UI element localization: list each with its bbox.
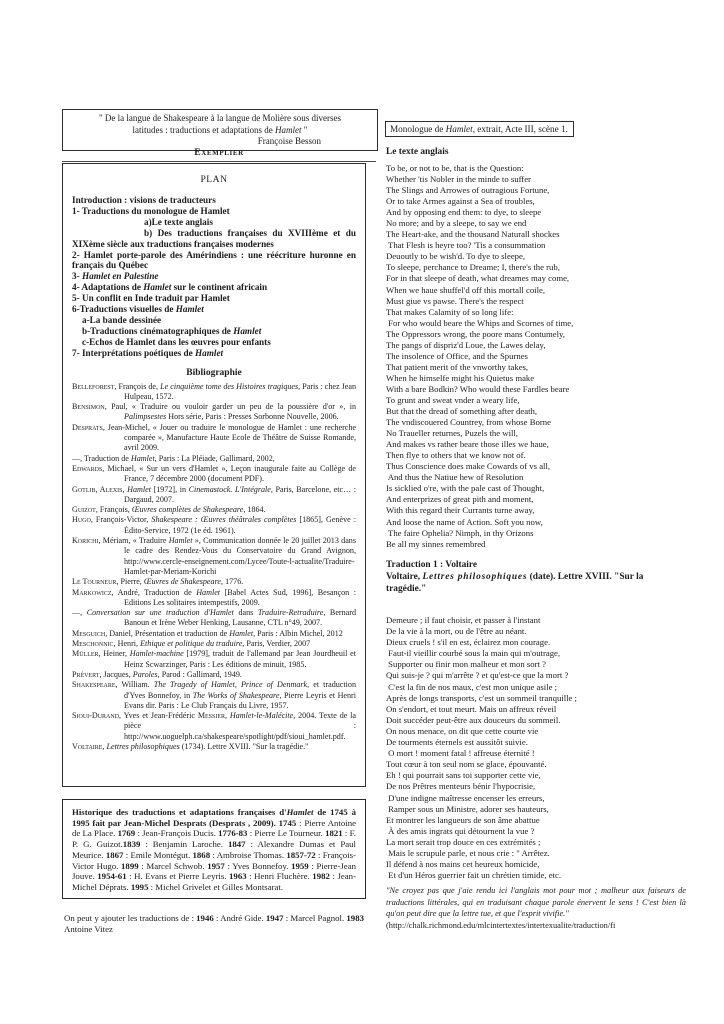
soliloquy-line: To be, or not to be, that is the Question: <box>386 163 524 173</box>
text-segment: 1847 <box>227 839 246 850</box>
text-segment: Korichi <box>72 536 99 546</box>
text-segment: Hamlet <box>168 536 193 546</box>
bibliography-entry <box>72 464 356 485</box>
text-segment: , Parod : Gallimard, 1949. <box>157 669 242 679</box>
translation-line: Après de longs transports, c'est un sommeil tranquille ; <box>386 692 577 703</box>
soliloquy-line: No more; and by a sleepe, to say we end <box>386 218 527 229</box>
text-segment: Le Tourneur <box>72 577 117 587</box>
text-segment: Hors série, Paris : Presses Sorbonne Nouvelle, 2006. <box>166 412 339 422</box>
text-segment: , Jean-Michel, « Jouer ou traduire le monologue de Hamlet : une recherche comparée », Manufacture Haute Ecole de Théâtre de Suisse Romande, avril 2009. <box>102 422 356 453</box>
text-segment: Edwards <box>72 463 103 473</box>
translation-line: Tout cœur à ton seul nom se glace, épouvanté. <box>386 759 547 770</box>
soliloquy-line: With a bare Bodkin? Who would these Fardles beare <box>386 383 570 394</box>
soliloquy-line: And thus the Natiue hew of Resolution <box>386 472 524 483</box>
text-segment: : Michel Grivelet et Gilles Montsarat. <box>148 881 284 892</box>
soliloquy-line: Or to take Armes against a Sea of troubles, <box>386 196 535 207</box>
quote-line-2 <box>69 125 371 137</box>
title-quote-box <box>62 109 378 151</box>
text-segment: Paroles <box>132 669 158 679</box>
text-segment: Hamlet <box>445 124 473 134</box>
text-segment: 1776-83 <box>218 828 248 839</box>
text-segment: 6-Traductions visuelles de <box>72 304 176 315</box>
text-segment: 1983 <box>346 913 364 923</box>
bibliography-entry <box>72 485 356 506</box>
text-segment: Voltaire <box>72 741 103 751</box>
translation-line: Eh ! qui pourrait sans toi supporter cette vie, <box>386 770 541 781</box>
text-segment: 1857-72 <box>286 849 316 860</box>
bibliography-entry <box>72 711 356 742</box>
text-segment: », Communication donnée le 20 juillet 2013 dans le cadre des Rendez-Vous du Conservatoire du Grand Avignon, http://www.cercle-enseignement.com/Lycee/Toute-l-actualite/Traduire-Hamlet-par-Meriam-Korichi <box>124 536 356 576</box>
soliloquy-line: That Flesh is heyre too? 'Tis a consummation <box>386 240 546 251</box>
soliloquy-line: Must giue vs pawse. There's the respect <box>386 295 524 306</box>
text-segment: , Paris : chez Jean Hulpeau, 1572. <box>124 381 356 401</box>
text-segment: —, Traduction de <box>72 453 131 463</box>
text-segment: , <box>122 484 128 494</box>
translation-line: Doit succéder peut-être aux douceurs du sommeil. <box>386 714 561 725</box>
translation-line: Ramper sous un Ministre, adorer ses hauteurs, <box>386 803 549 814</box>
text-segment: , François, <box>95 505 132 515</box>
text-segment: 1959 <box>291 860 309 871</box>
text-segment: : Henri Fluchère. <box>246 871 313 882</box>
text-segment: On peut y ajouter les traductions de : <box>64 913 197 923</box>
soliloquy-line: The faire Ophelia? Nimph, in thy Orizons <box>386 527 534 538</box>
voltaire-footnote <box>386 885 686 931</box>
text-segment: Hamlet <box>195 347 224 358</box>
text-segment: Desprats <box>72 422 103 432</box>
text-segment: , Yves et Jean-Frédéric <box>119 711 198 721</box>
text-segment: Hamlet-machine <box>129 649 184 659</box>
bibliography-entry <box>72 608 356 629</box>
bibliography-entry <box>72 454 356 464</box>
text-segment: , André, Traduction de <box>111 587 197 597</box>
text-segment: Lettres philosophiques <box>422 572 528 583</box>
soliloquy-line: When we haue shuffel'd off this mortall coile, <box>386 284 546 295</box>
text-segment: Introduction : visions de traducteurs <box>72 195 216 205</box>
text-segment: The Tragedy of Hamlet, Prince of Denmark <box>153 680 308 690</box>
footnote-url: (http://chalk.richmond.edu/mlcintertextes/intertexualite/traduction/fi <box>386 920 616 930</box>
translation-line: D'une indigne maîtresse encenser les erreurs, <box>386 792 545 803</box>
text-segment: Hamlet <box>127 484 151 494</box>
translation-line: Et d'un Héros guerrier fait un chrétien timide, etc. <box>386 870 562 881</box>
text-segment: : Jean-Michel Déprats. <box>72 871 357 892</box>
soliloquy-line: And by opposing end them: to dye, to sleepe <box>386 207 542 218</box>
plan-item <box>72 206 356 217</box>
soliloquy-line: The Slings and Arrowes of outragious Fortune, <box>386 185 550 196</box>
plan-item <box>72 315 356 326</box>
text-segment: : Ambroise Thomas. <box>210 849 287 860</box>
text-segment: 1745 <box>278 817 297 828</box>
translation-1-title: Traduction 1 : Voltaire <box>386 560 478 570</box>
text-segment: 1868 <box>192 849 211 860</box>
translation-line: On nous menace, on dit que cette courte vie <box>386 725 539 736</box>
translation-line: De la vie à la mort, ou de l'être au néant. <box>386 626 527 637</box>
text-segment: [Babel Actes Sud, 1996], Besançon : Editions Les solitaires intempestifs, 2009. <box>124 587 357 607</box>
text-segment: : Pierre-Jean Jouve. <box>72 860 357 882</box>
text-segment: Hugo <box>72 515 91 525</box>
soliloquy-line: That makes Calamity of so long life: <box>386 306 514 317</box>
plan-item <box>72 217 356 228</box>
bibliography-entry <box>72 639 356 649</box>
translation-1-heading <box>386 559 664 596</box>
text-segment: , Paris : La Pléiade, Gallimard, 2002, <box>154 453 275 463</box>
text-segment: 1982 <box>312 871 330 882</box>
translation-line: Dieux cruels ! s'il en est, éclairez mon courage. <box>386 637 551 648</box>
text-segment: Hamlet <box>130 453 155 463</box>
text-segment: a-La bande dessinée <box>82 314 162 325</box>
text-segment: Messier <box>197 711 226 721</box>
text-segment: Œuvres complètes de Shakespeare <box>131 505 244 515</box>
soliloquy-line: The Heart-ake, and the thousand Naturall shockes <box>386 229 560 240</box>
text-segment: Markowicz <box>72 587 112 597</box>
soliloquy-line: But that the dread of something after death, <box>386 406 538 417</box>
text-segment: 1963 <box>229 871 247 882</box>
text-segment: de 1745 à 1995 fait par Jean-Michel Desprats (Desprats , 2009). <box>72 807 356 828</box>
text-segment: : François-Victor Hugo. <box>72 849 356 871</box>
text-segment: , Mériam, « Traduire <box>98 536 169 546</box>
french-translation-poem <box>386 615 577 881</box>
text-segment: 4- Adaptations de <box>72 282 144 293</box>
bibliography-entry <box>72 680 356 711</box>
text-segment: , Daniel, Présentation et traduction de <box>105 628 230 638</box>
plan-item <box>72 228 356 250</box>
text-segment: , Paris, Barcelone, etc… : Dargaud, 2007. <box>124 484 357 504</box>
soliloquy-line: Is sicklied o're, with the pale cast of Thought, <box>386 483 545 494</box>
text-segment: Voltaire, <box>386 572 423 583</box>
text-segment: , extrait, Acte III, scène 1. <box>472 124 568 134</box>
text-segment: : Emile Montégut. <box>123 849 193 860</box>
text-segment: Müller <box>72 649 99 659</box>
plan-items <box>72 195 356 359</box>
text-segment: (1734). Lettre XVIII. "Sur la tragédie." <box>179 741 309 751</box>
text-segment: " <box>301 124 308 135</box>
text-segment: Prévert <box>72 669 100 679</box>
soliloquy-line: The vndiscouered Countrey, from whose Borne <box>386 417 551 428</box>
plan-item <box>72 337 356 348</box>
soliloquy-line: The insolence of Office, and the Spurnes <box>386 350 528 361</box>
text-segment: Belleforest <box>72 381 115 391</box>
text-segment: Gotlib, Alexis <box>72 484 123 494</box>
text-segment: 1946 <box>196 913 214 923</box>
text-segment: Palimpsestes <box>124 412 167 422</box>
text-segment: Hamlet <box>196 587 221 597</box>
soliloquy-line: Thus Conscience does make Cowards of vs all, <box>386 461 551 472</box>
plan-item <box>72 348 356 359</box>
text-segment: , Michael, « Sur un vers d'Hamlet », Leçon inaugurale faite au Collège de France, 7 décembre 2000 (document PDF). <box>102 463 356 484</box>
additional-translations-note <box>64 913 364 935</box>
text-segment: , et traduction d'Yves Bonnefoy, in <box>124 680 356 700</box>
bibliography-entry <box>72 577 356 587</box>
text-segment: 1954-61 <box>97 871 127 882</box>
soliloquy-line: The pangs of dispriz'd Loue, the Lawes delay, <box>386 339 546 350</box>
historique-box <box>62 799 366 899</box>
exemplier-heading: Exemplier <box>62 147 376 162</box>
bibliography-entry <box>72 588 356 609</box>
bibliography-list <box>72 382 356 753</box>
text-segment: , Heiner, <box>98 649 130 659</box>
monologue-title-box <box>385 121 574 137</box>
text-segment: : Marcel Pagnol. <box>283 913 347 923</box>
text-segment: Traduire-Retraduire <box>257 608 324 618</box>
text-segment: 7- Interprétations poétiques de <box>72 347 196 358</box>
text-segment: b-Traductions cinématographiques de <box>82 325 234 336</box>
bibliography-entry <box>72 670 356 680</box>
bibliography-entry <box>72 629 356 639</box>
text-segment: Hamlet en Palestine <box>81 271 159 282</box>
text-segment: , 2004. Texte de la pièce : http://www.uoguelph.ca/shakespeare/spotlight/pdf/sioui_hamlet.pdf. <box>124 711 357 741</box>
soliloquy-line: No Traueller returnes, Puzels the will, <box>386 428 518 439</box>
translation-line: À des amis ingrats qui détournent la vue ? <box>386 825 535 836</box>
text-segment: Meschonnic <box>72 639 114 649</box>
translation-line: Supporter ou finir mon malheur et mon sort ? <box>386 659 546 670</box>
text-segment: , William. <box>115 680 154 690</box>
text-segment: , Paris : Albin Michel, 2012 <box>253 628 343 638</box>
translation-1-source <box>386 571 664 595</box>
bibliography-entry <box>72 505 356 515</box>
text-segment: Hamlet <box>175 304 204 315</box>
bibliography-entry <box>72 382 356 403</box>
text-segment: Hamlet <box>229 628 254 638</box>
text-segment: : H. Evans et Pierre Leyris. <box>126 871 230 882</box>
text-segment: Œuvres de Shakespeare <box>143 577 222 587</box>
text-segment: 2- Hamlet porte-parole des Amérindiens : une réécriture huronne en français du Québec <box>72 249 356 271</box>
footnote-quote: "Ne croyez pas que j'aie rendu ici l'anglais mot pour mot ; malheur aux faiseurs de traductions littérales, qui en traduisant chaque parole énervent le sens ! C'est bien là qu'on peut dire que la lettre tue, et que l'esprit vivifie." <box>386 886 686 918</box>
translation-line: Il défend à nos mains cet heureux homicide, <box>386 859 540 870</box>
text-segment: 1957 <box>207 860 225 871</box>
soliloquy-line: Be all my sinnes remembred <box>386 538 486 549</box>
english-text-heading: Le texte anglais <box>386 147 449 157</box>
bibliography-entry <box>72 515 356 536</box>
text-segment: , François-Victor, <box>90 515 152 525</box>
text-segment: 1947 <box>265 913 284 923</box>
translation-line: Et montrer les langueurs de son âme abattue <box>386 814 540 825</box>
text-segment: a)Le texte anglais <box>144 216 213 227</box>
translation-line: On s'endort, et tout meurt. Mais un affreux réveil <box>386 703 557 714</box>
text-segment: Mesguich <box>72 628 106 638</box>
text-segment: , Bernard Banoun et Irène Weber Henking, Lausanne, CTL n°49, 2007. <box>124 608 356 628</box>
text-segment: 1995 <box>130 881 149 892</box>
plan-item <box>72 326 356 337</box>
text-segment: , Pierre Leyris et Henri Evans dir. Paris : Le Club Français du Livre, 1957. <box>124 690 357 710</box>
english-soliloquy <box>386 163 573 550</box>
bibliography-entry <box>72 402 356 423</box>
text-segment: : Pierre Le Tourneur. <box>247 828 326 839</box>
soliloquy-line: That patient merit of the vnworthy takes, <box>386 361 529 372</box>
text-segment: 1821 <box>325 828 343 839</box>
translation-line: La mort serait trop douce en ces extrémités ; <box>386 836 541 847</box>
text-segment: Hamlet <box>286 807 314 817</box>
text-segment: Hamlet <box>143 282 172 293</box>
text-segment: 1867 <box>105 849 124 860</box>
text-segment: 1899 <box>121 860 139 871</box>
text-segment: , 1864. <box>243 505 266 515</box>
text-segment: : André Gide. <box>213 913 266 923</box>
text-segment: Lettres philosophiques <box>106 741 180 751</box>
plan-item <box>72 304 356 315</box>
text-segment: Cinemastock. L'Intégrale <box>188 484 271 494</box>
bibliography-entry <box>72 536 356 577</box>
soliloquy-line: Deuoutly to be wish'd. To dye to sleepe, <box>386 251 526 262</box>
translation-line: Demeure ; il faut choisir, et passer à l'instant <box>386 615 541 625</box>
bibliography-entry <box>72 742 356 752</box>
text-segment: , Pierre, <box>116 577 144 587</box>
text-segment: 1- Traductions du monologue de Hamlet <box>72 205 230 216</box>
historique-body <box>72 818 356 892</box>
plan-title: PLAN <box>200 174 228 185</box>
text-segment: [1979], traduit de l'allemand par Jean Jourdheuil et Heinz Scwarzinger, Paris : Les éditions de minuit, 1985. <box>124 649 356 669</box>
soliloquy-line: For in that sleepe of death, what dreames may come, <box>386 273 570 284</box>
soliloquy-line: To grunt and sweat vnder a weary life, <box>386 394 520 405</box>
text-segment: Hamlet <box>233 325 262 336</box>
soliloquy-line: And enterprizes of great pith and moment, <box>386 494 534 505</box>
text-segment: —, <box>72 608 87 618</box>
text-segment: dans <box>233 608 258 618</box>
text-segment: (date). Lettre XVIII. "Sur la tragédie." <box>386 572 644 595</box>
text-segment: : Pierre Antoine de La Place. <box>72 817 357 839</box>
soliloquy-line: And makes vs rather beare those illes we haue, <box>386 439 549 450</box>
text-segment: , Jacques, <box>99 669 133 679</box>
translation-line: Qui suis-je ? qui m'arrête ? et qu'est-ce que la mort ? <box>386 670 569 681</box>
text-segment: , <box>102 741 107 751</box>
plan-item <box>72 271 356 282</box>
text-segment: Antoine Vitez <box>64 924 113 935</box>
text-segment: Le cinquième tome des Histoires tragiques <box>160 381 299 391</box>
text-segment: The Works of Shakespeare <box>192 690 280 700</box>
text-segment: , Paul, « Traduire ou vouloir garder un peu de la poussière d'or », in <box>104 402 356 412</box>
soliloquy-line: When he himselfe might his Quietus make <box>386 372 535 383</box>
text-segment: Sioui-Durand <box>72 711 120 721</box>
soliloquy-line: Then flye to others that we know not of. <box>386 450 526 461</box>
text-segment: : Marcel Schwob. <box>138 860 208 871</box>
text-segment: " De la langue de Shakespeare à la langue de Molière sous diverses <box>98 113 342 123</box>
text-segment: 3- <box>72 271 82 282</box>
soliloquy-line: Whether 'tis Nobler in the minde to suffer <box>386 174 531 185</box>
soliloquy-line: For who would beare the Whips and Scornes of time, <box>386 317 574 328</box>
text-segment: Shakespeare <box>72 680 116 690</box>
text-segment: , <box>225 711 230 721</box>
plan-item <box>72 293 356 304</box>
text-segment: : Alexandre Dumas et Paul Meurice. <box>72 839 356 860</box>
text-segment: Monologue de <box>390 124 446 134</box>
text-segment: , 1776. <box>221 577 244 587</box>
text-segment: Shakespeare : Œuvres théâtrales complètes <box>151 515 297 525</box>
text-segment: [1972], in <box>150 484 189 494</box>
text-segment: Guizot <box>72 505 96 515</box>
text-segment: sur le continent africain <box>171 282 268 293</box>
text-segment: : Jean-François Ducis. <box>135 828 219 839</box>
text-segment: , Paris, Verdier, 2007 <box>242 639 311 649</box>
text-segment: latitudes : traductions et adaptations de <box>132 124 276 135</box>
plan-item <box>72 282 356 293</box>
text-segment: Historique des traductions et adaptations françaises d' <box>72 807 287 817</box>
soliloquy-line: And loose the name of Action. Soft you now, <box>386 516 543 527</box>
translation-line: Faut-il vieillir courbé sous la main qui m'outrage, <box>386 648 561 659</box>
text-segment: Hamlet-le-Malécite <box>229 711 294 721</box>
bibliography-title: Bibliographie <box>186 367 242 378</box>
text-segment: : F. P. G. Guizot. <box>72 828 356 850</box>
quote-author: Françoise Besson <box>257 136 321 147</box>
bibliography-entry <box>72 423 356 454</box>
text-segment: [1865], Genève : Édito-Service, 1972 (1e éd. 1961). <box>124 515 357 535</box>
text-segment: : Yves Bonnefoy. <box>224 860 292 871</box>
quote-line-1 <box>69 113 371 125</box>
plan-box <box>62 163 366 787</box>
soliloquy-line: To sleepe, perchance to Dreame; I, there's the rub, <box>386 262 560 273</box>
text-segment: : Benjamin Laroche. <box>140 839 228 850</box>
text-segment: Hamlet <box>275 124 302 135</box>
translation-line: C'est la fin de nos maux, c'est mon unique asile ; <box>386 681 558 692</box>
plan-item <box>72 195 356 206</box>
translation-line: De tourments éternels est aussitôt suivie. <box>386 737 528 748</box>
translation-line: De nos Prêtres menteurs bénir l'hypocrisie, <box>386 781 536 792</box>
translation-line: O mort ! moment fatal ! affreuse éternité ! <box>386 748 535 759</box>
translation-line: Mais le scrupule parle, et nous crie : " Arrêtez. <box>386 847 550 858</box>
plan-item <box>72 250 356 272</box>
soliloquy-line: With this regard their Currants turne away, <box>386 505 535 516</box>
text-segment: Conversation sur une traduction d'Hamlet <box>86 608 234 618</box>
text-segment: c-Echos de Hamlet dans les œuvres pour enfants <box>82 336 271 347</box>
text-segment: 1839 <box>122 839 141 850</box>
text-segment: 5- Un conflit en Inde traduit par Hamlet <box>72 293 230 304</box>
text-segment: , Henri, <box>113 639 141 649</box>
text-segment: Ethique et politique du traduire <box>140 639 243 649</box>
text-segment: , François de, <box>114 381 161 391</box>
text-segment: b) Des traductions françaises du XVIIIème et du XIXème siècle aux traductions françaises modernes <box>72 227 356 249</box>
text-segment: Bensimon <box>72 402 105 412</box>
text-segment: 1769 <box>117 828 136 839</box>
soliloquy-line: The Oppressors wrong, the poore mans Contumely, <box>386 328 565 339</box>
bibliography-entry <box>72 649 356 670</box>
